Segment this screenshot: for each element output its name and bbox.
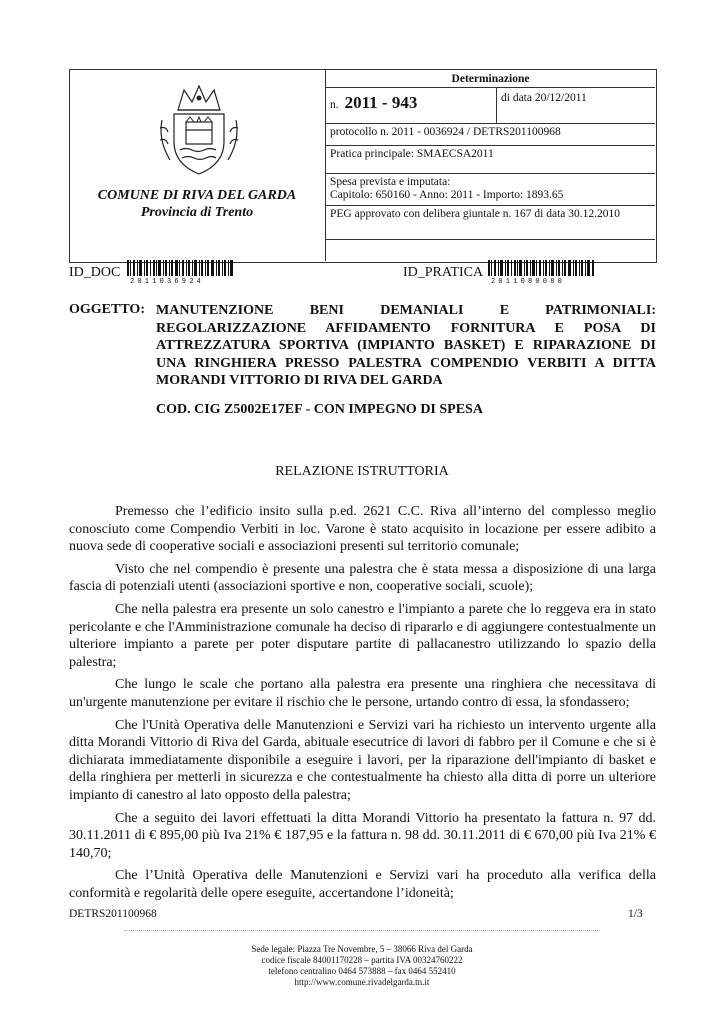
subject-label: OGGETTO: <box>69 302 145 317</box>
cig-code: COD. CIG Z5002E17EF - CON IMPEGNO DI SPESA <box>156 402 483 417</box>
header-right-cell <box>326 69 655 261</box>
protocol-row <box>326 123 655 146</box>
footer-website: http://www.comune.rivadelgarda.tn.it <box>294 977 430 987</box>
subject-text: MANUTENZIONE BENI DEMANIALI E PATRIMONIALI: REGOLARIZZAZIONE AFFIDAMENTO FORNITURA E POSA DI ATTREZZATURA SPORTIVA (IMPIANTO BASKET) E RIPARAZIONE DI UNA RINGHIERA PRESSO PALESTRA COMPENDIO VERBITI A DITTA MORANDI VITTORIO DI RIVA DEL GARDA <box>156 303 656 388</box>
comune-label: COMUNE DI RIVA DEL GARDA <box>97 188 297 203</box>
paragraph: Che l’Unità Operativa delle Manutenzioni e Servizi vari ha proceduto alla verifica della conformità e regolarità delle opere eseguite, accertandone l’idoneità; <box>69 868 656 901</box>
id-doc-digits: 2011036924 <box>130 278 205 286</box>
paragraph: Visto che nel compendio è presente una palestra che è stata messa a disposizione di una larga fascia di potenziali utenti (associazioni sportive e non, cooperative sociali, scuole); <box>69 561 656 595</box>
spesa-detail: Capitolo: 650160 - Anno: 2011 - Importo: 1893.65 <box>330 189 564 201</box>
spesa-label: Spesa prevista e imputata: <box>330 176 451 188</box>
section-title: RELAZIONE ISTRUTTORIA <box>275 464 449 479</box>
paragraph: Che lungo le scale che portano alla palestra era presente una ringhiera che necessitava di un'urgente manutenzione per evitare il rischio che le persone, urtando contro di essa, la sfondassero; <box>69 677 656 710</box>
paragraph: Che nella palestra era presente un solo canestro e l'impianto a parete che lo reggeva era in stato pericolante e che l'Amministrazione comunale ha deciso di ripararlo e di aggiungere contestualmente un ulteriore impianto a parete per poter disputare partite di pallacanestro utilizzando lo spazio della palestra; <box>69 601 656 670</box>
det-title-row <box>326 69 655 88</box>
footer-divider <box>124 930 600 931</box>
id-pratica-barcode <box>488 260 596 276</box>
provincia-label: Provincia di Trento <box>140 205 254 220</box>
id-pratica-digits: 2011080080 <box>491 278 566 286</box>
number-prefix: n. <box>330 99 339 111</box>
number-date-divider <box>496 87 497 123</box>
id-doc-barcode <box>127 260 235 276</box>
paragraph: Che a seguito dei lavori effettuati la ditta Morandi Vittorio ha presentato la fattura n. 97 dd. 30.11.2011 di € 895,00 più Iva 21% € 187,95 e la fattura n. 98 dd. 30.11.2011 di € 670,00 più Iva 21% € 140,70; <box>69 810 656 861</box>
paragraph: Che l'Unità Operativa delle Manutenzioni e Servizi vari ha richiesto un intervento urgente alla ditta Morandi Vittorio di Riva del Garda, abituale esecutrice di lavori di fabbro per il Comune e che si è dichiarata immediatamente disponibile a eseguire i lavori, per la riparazione dell'impianto di basket e della ringhiera per metterli in sicurezza e che contestualmente ha chiesto alla ditta di porre un ulteriore impianto di canestro al lato opposto della palestra; <box>69 717 656 803</box>
protocol-text: protocollo n. 2011 - 0036924 / DETRS201100968 <box>330 126 561 138</box>
municipality-name <box>69 187 325 221</box>
pratica-row <box>326 145 655 174</box>
determination-number: 2011 - 943 <box>344 93 418 112</box>
det-title: Determinazione <box>451 73 530 85</box>
id-pratica-label: ID_PRATICA <box>403 265 484 280</box>
report-body <box>69 503 656 907</box>
footer-tax-codes: codice fiscale 84001170228 – partita IVA 00324760222 <box>261 955 463 965</box>
id-doc-label: ID_DOC <box>69 265 121 280</box>
spesa-row <box>326 173 655 206</box>
footer-contact-info <box>0 944 724 988</box>
footer-doc-code: DETRS201100968 <box>69 908 157 920</box>
peg-text: PEG approvato con delibera giuntale n. 167 di data 30.12.2010 <box>330 208 620 220</box>
page-number: 1/3 <box>628 908 643 920</box>
footer-phone: telefono centralino 0464 573888 – fax 0464 552410 <box>268 966 456 976</box>
determination-date: di data 20/12/2011 <box>501 92 587 104</box>
peg-row <box>326 205 655 240</box>
number-row <box>326 87 655 124</box>
paragraph: Premesso che l’edificio insito sulla p.ed. 2621 C.C. Riva all’interno del complesso meglio conosciuto come Compendio Verbiti in loc. Varone è stato acquisito in locazione per essere adibito a nuova sede di cooperative sociali e associazioni presenti sul territorio comunale; <box>69 504 656 555</box>
footer-address: Sede legale: Piazza Tre Novembre, 5 – 38066 Riva del Garda <box>251 944 473 954</box>
coat-of-arms-icon <box>156 80 242 180</box>
pratica-text: Pratica principale: SMAECSA2011 <box>330 148 494 160</box>
